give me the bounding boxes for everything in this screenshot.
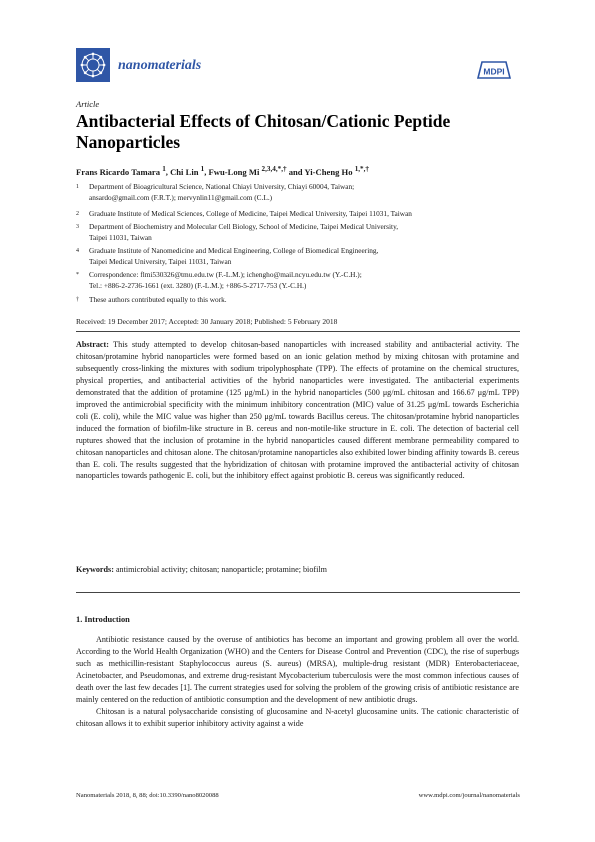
- introduction-body: [76, 634, 519, 730]
- divider: [76, 592, 520, 593]
- section-heading: 1. Introduction: [76, 615, 130, 624]
- journal-url-link[interactable]: www.mdpi.com/journal/nanomaterials: [418, 792, 520, 799]
- publication-dates: Received: 19 December 2017; Accepted: 30 January 2018; Published: 5 February 2018: [76, 317, 338, 326]
- affiliation-1: 1 Department of Bioagricultural Science, National Chiayi University, Chiayi 60004, Taiwan; ansardo@gmail.com (F.R.T.); mervynlin11@gmail.com (C.L.): [76, 182, 355, 202]
- keywords: [76, 565, 519, 574]
- correspondence: * Correspondence: flmi530326@tmu.edu.tw (F.-L.M.); ichengho@mail.ncyu.edu.tw (Y.-C.H.); Tel.: +886-2-2736-1661 (ext. 3280) (F.-L.M.); +886-5-2717-753 (Y.-C.H.): [76, 270, 362, 290]
- article-type: Article: [76, 99, 100, 109]
- keywords-text: antimicrobial activity; chitosan; nanoparticle; protamine; biofilm: [115, 565, 327, 574]
- paragraph: Chitosan is a natural polysaccharide consisting of glucosamine and N-acetyl glucosamine units. The cationic characteristic of chitosan allows it to exhibit superior inhibitory activity against a wide: [76, 706, 519, 728]
- equal-contribution-note: † These authors contributed equally to this work.: [76, 295, 227, 304]
- journal-name: nanomaterials: [118, 58, 202, 73]
- affiliation-2: 2 Graduate Institute of Medical Sciences, College of Medicine, Taipei Medical University, Taipei 11031, Taiwan: [76, 209, 412, 218]
- article-title: Antibacterial Effects of Chitosan/Cationic Peptide Nanoparticles: [76, 111, 451, 152]
- author-list: Frans Ricardo Tamara $^1$, Chi Lin $^1$, Fwu-Long Mi $^{2,3,4,*,\dagger}$ and Yi-Cheng Ho $^{1,*,\dagger}$: [76, 165, 369, 177]
- abstract: [76, 339, 519, 482]
- citation-footer: Nanomaterials 2018, 8, 88; doi:10.3390/nano8020088: [76, 792, 219, 799]
- affiliation-4: 4 Graduate Institute of Nanomedicine and Medical Engineering, College of Biomedical Engineering, Taipei Medical University, Taipei 11031, Taiwan: [76, 246, 379, 266]
- abstract-text: This study attempted to develop chitosan-based nanoparticles with increased stability and antibacterial activity. The chitosan/protamine hybrid nanoparticles were formed based on an ionic gelation method by mixing chitosan with protamine and subsequently cross-linking the mixtures with sodium tripolyphosphate (TPP). The effects of protamine on the chemical structures, physical properties, and antibacterial activities of the hybrid nanoparticles were investigated. The antibacterial experiments demonstrated that the addition of protamine (125 μg/mL) in the hybrid nanoparticles (500 μg/mL chitosan and 166.67 μg/mL TPP) improved the antimicrobial specificity with the minimum inhibitory concentration (MIC) value of 31.25 μg/mL towards Escherichia coli (E. coli), while the MIC value was higher than 250 μg/mL towards Bacillus cereus. The chitosan/protamine hybrid nanoparticles induced the formation of biofilm-like structure in B. cereus and non-motile-like structure in E. coli. The detection of bacterial cell ruptures showed that the inclusion of protamine in the hybrid nanoparticles caused different membrane permeability compared to chitosan nanoparticles and chitosan alone. The chitosan/protamine nanoparticles also exhibited lower binding affinity towards B. cereus than E. coli. The results suggested that the hybridization of chitosan with protamine improved the antibacterial activity of chitosan nanoparticles towards pathogenic E. coli, but the inhibitory effect against probiotic B. cereus was significantly reduced.: [76, 340, 520, 481]
- paragraph: Antibiotic resistance caused by the overuse of antibiotics has become an important and growing problem all over the world. According to the World Health Organization (WHO) and the Centers for Disease Control and Prevention (CDC), the rise of superbugs such as methicillin-resistant Staphylococcus aureus (S. aureus) (MRSA), multiple-drug resistant (MDR) Enterobacteriaceae, Acinetobacter, and Pseudomonas, and extreme drug-resistant Mycobacterium tuberculosis were the most common infectious causes of death over the last few decades [1]. The current strategies used for solving the problem of the growing crisis of antibiotic resistance are mainly centered on the reduction of antibiotic consumption and the development of new antibiotic drugs.: [76, 635, 519, 704]
- abstract-label: Abstract:: [76, 340, 109, 349]
- divider: [76, 331, 520, 332]
- mdpi-logo-text: MDPI: [483, 66, 505, 77]
- keywords-label: Keywords:: [76, 565, 114, 574]
- journal-logo-icon: [76, 48, 110, 82]
- mdpi-logo-icon: [474, 58, 514, 82]
- affiliation-3: 3 Department of Biochemistry and Molecular Cell Biology, School of Medicine, Taipei Medical University, Taipei 11031, Taiwan: [76, 222, 399, 242]
